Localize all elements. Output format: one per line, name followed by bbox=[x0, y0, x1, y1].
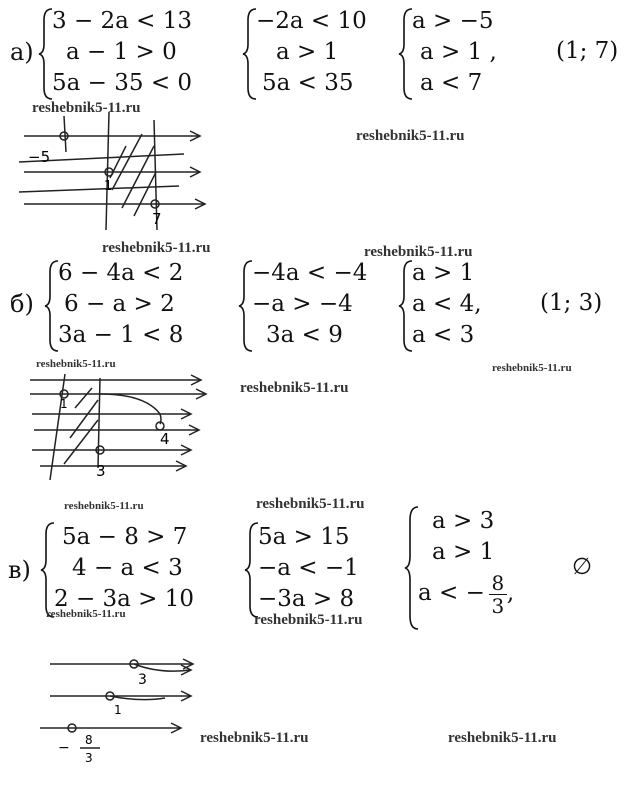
inequality-line: 5a − 8 > 7 bbox=[62, 524, 188, 550]
inequality-line: −2a < 10 bbox=[256, 8, 367, 34]
part-a-system-1 bbox=[38, 6, 228, 102]
part-b-system-1 bbox=[44, 258, 224, 354]
inequality-line: a < 4, bbox=[412, 291, 482, 317]
sketch-label: 1 bbox=[104, 179, 113, 194]
inequality-line: a − 1 > 0 bbox=[66, 39, 177, 65]
watermark: reshebnik5-11.ru bbox=[492, 362, 572, 374]
part-c-label: в) bbox=[8, 556, 31, 584]
inequality-line: 5a − 35 < 0 bbox=[52, 70, 193, 96]
inequality-line: a < − bbox=[418, 580, 485, 606]
inequality-line: a > 1 , bbox=[420, 39, 497, 65]
inequality-line: 4 − a < 3 bbox=[72, 555, 183, 581]
part-a-label: а) bbox=[10, 38, 34, 66]
fraction-denominator: 3 bbox=[491, 593, 505, 618]
part-b-system-2 bbox=[238, 258, 388, 354]
sketch-label: 3 bbox=[138, 672, 147, 688]
inequality-line: a < 3 bbox=[412, 322, 475, 348]
sketch-label: 4 bbox=[160, 430, 170, 448]
part-a-number-line-sketch bbox=[14, 112, 214, 236]
inequality-line: a > 3 bbox=[432, 508, 495, 534]
inequality-line: a > 1 bbox=[412, 260, 475, 286]
sketch-label: − bbox=[58, 740, 70, 756]
inequality-line: 3 − 2a < 13 bbox=[52, 8, 193, 34]
watermark: reshebnik5-11.ru bbox=[254, 612, 363, 628]
sketch-label: 3 bbox=[96, 462, 106, 480]
watermark: reshebnik5-11.ru bbox=[36, 358, 116, 370]
sketch-label: 7 bbox=[152, 210, 162, 228]
watermark: reshebnik5-11.ru bbox=[256, 496, 365, 512]
fraction bbox=[489, 572, 507, 617]
fraction-numerator: 8 bbox=[491, 570, 505, 595]
inequality-line: 3a < 9 bbox=[266, 322, 343, 348]
part-c-number-line-sketch bbox=[30, 650, 210, 770]
inequality-line: a > 1 bbox=[432, 539, 495, 565]
part-a-answer: (1; 7) bbox=[556, 38, 619, 64]
watermark: reshebnik5-11.ru bbox=[448, 730, 557, 746]
inequality-line: a < 7 bbox=[420, 70, 483, 96]
watermark: reshebnik5-11.ru bbox=[46, 608, 126, 620]
inequality-line: 6 − a > 2 bbox=[64, 291, 175, 317]
sketch-label: 8 bbox=[85, 733, 93, 747]
inequality-line: 6 − 4a < 2 bbox=[58, 260, 184, 286]
inequality-line: −3a > 8 bbox=[258, 586, 355, 612]
watermark: reshebnik5-11.ru bbox=[240, 380, 349, 396]
part-b-label: б) bbox=[10, 290, 34, 318]
watermark: reshebnik5-11.ru bbox=[200, 730, 309, 746]
part-c-system-2 bbox=[244, 520, 384, 620]
inequality-line: −a < −1 bbox=[258, 555, 359, 581]
inequality-line: a > −5 bbox=[412, 8, 494, 34]
inequality-line: 2 − 3a > 10 bbox=[54, 586, 195, 612]
inequality-tail: , bbox=[506, 580, 515, 606]
part-b-system-3 bbox=[398, 258, 508, 354]
watermark: reshebnik5-11.ru bbox=[64, 500, 144, 512]
watermark: reshebnik5-11.ru bbox=[356, 128, 465, 144]
inequality-line: 5a < 35 bbox=[262, 70, 354, 96]
part-c-answer: ∅ bbox=[572, 554, 593, 580]
inequality-line: a > 1 bbox=[276, 39, 339, 65]
part-c-system-3 bbox=[404, 504, 534, 632]
watermark: reshebnik5-11.ru bbox=[364, 244, 473, 260]
sketch-label: 1 bbox=[60, 397, 68, 411]
watermark: reshebnik5-11.ru bbox=[32, 100, 141, 116]
part-b-answer: (1; 3) bbox=[540, 290, 603, 316]
sketch-label: 1 bbox=[114, 703, 122, 717]
part-b-number-line-sketch bbox=[20, 368, 220, 488]
sketch-label: −5 bbox=[28, 148, 51, 166]
inequality-line: −4a < −4 bbox=[252, 260, 368, 286]
sketch-label: 3 bbox=[85, 751, 93, 765]
part-c-system-1 bbox=[40, 520, 230, 620]
part-a-system-3 bbox=[398, 6, 518, 102]
inequality-line: 3a − 1 < 8 bbox=[58, 322, 184, 348]
inequality-line: 5a > 15 bbox=[258, 524, 350, 550]
part-a-system-2 bbox=[242, 6, 382, 102]
inequality-line: −a > −4 bbox=[252, 291, 353, 317]
watermark: reshebnik5-11.ru bbox=[102, 240, 211, 256]
